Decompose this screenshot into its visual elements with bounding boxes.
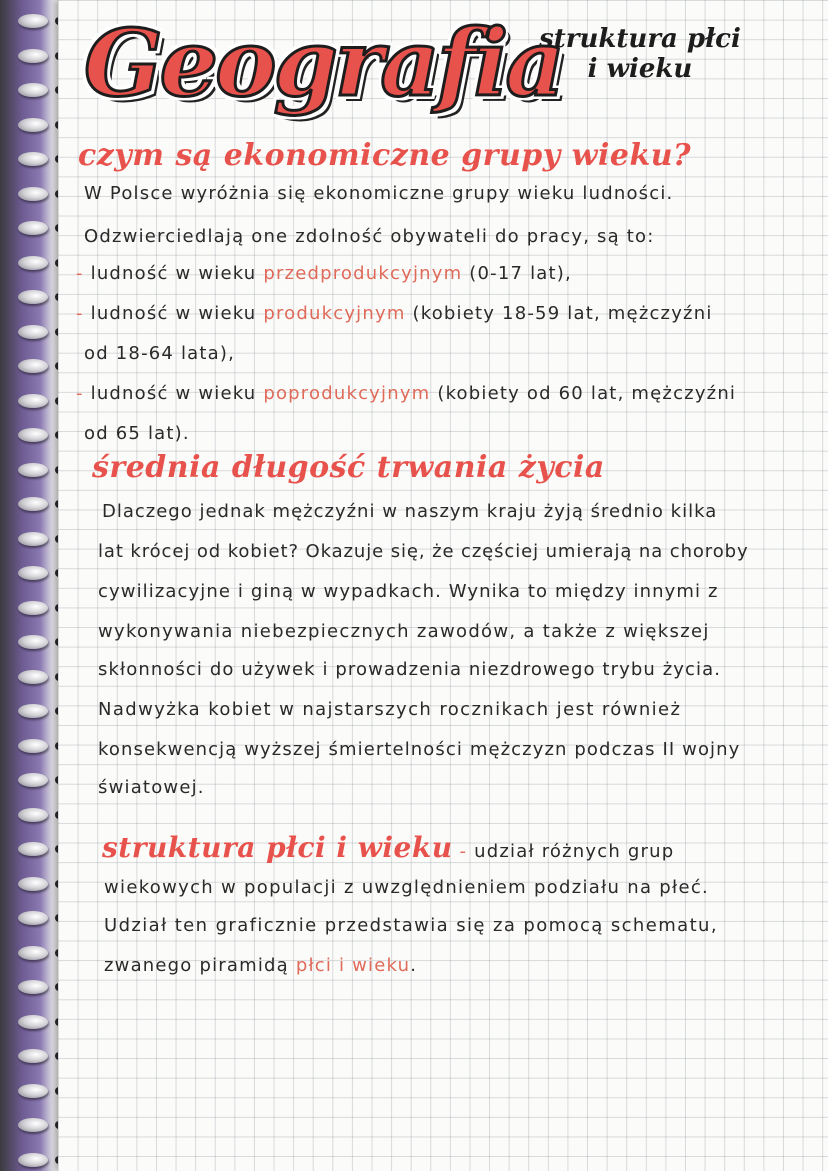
spiral-ring xyxy=(18,394,48,408)
definition-line-4 xyxy=(104,954,417,978)
intro-line-1: W Polsce wyróżnia się ekonomiczne grupy wieku ludności. xyxy=(84,183,674,204)
list-item-text: ludność w wieku xyxy=(90,383,264,404)
list-item-productive xyxy=(76,302,713,326)
list-item-preproductive xyxy=(76,262,572,286)
list-item-text: (0-17 lat), xyxy=(462,263,572,284)
spiral-ring xyxy=(18,325,48,339)
spiral-ring xyxy=(18,256,48,270)
spiral-ring xyxy=(18,1153,48,1167)
subtitle-line-1: struktura płci xyxy=(539,24,741,54)
list-dash: - xyxy=(76,263,84,284)
list-item-text: (kobiety od 60 lat, mężczyźni xyxy=(430,383,737,404)
title-block xyxy=(84,8,563,136)
paragraph-line-5: skłonności do używek i prowadzenia niezdrowego trybu życia. xyxy=(98,659,722,680)
spiral-ring xyxy=(18,808,48,822)
spiral-ring xyxy=(18,1118,48,1132)
paragraph-line-2: lat krócej od kobiet? Okazuje się, że częściej umierają na choroby xyxy=(98,541,749,562)
spiral-ring xyxy=(18,877,48,891)
spiral-ring xyxy=(18,946,48,960)
list-item-text: ludność w wieku xyxy=(90,303,264,324)
list-item-postproductive xyxy=(76,382,736,406)
list-dash: - xyxy=(76,383,84,404)
spiral-ring xyxy=(18,49,48,63)
list-item-text: (kobiety 18-59 lat, mężczyźni xyxy=(405,303,713,324)
spiral-ring xyxy=(18,601,48,615)
spiral-ring xyxy=(18,1015,48,1029)
paragraph-line-6: Nadwyżka kobiet w najstarszych rocznikach jest również xyxy=(98,699,682,720)
spiral-ring xyxy=(18,842,48,856)
page-title: Geografia xyxy=(84,9,563,117)
section-heading-economic-groups: czym są ekonomiczne grupy wieku? xyxy=(78,138,692,173)
subtitle-line-2: i wieku xyxy=(587,54,693,84)
paragraph-line-1: Dlaczego jednak mężczyźni w naszym kraju żyją średnio kilka xyxy=(102,501,718,522)
page-subtitle xyxy=(510,24,770,84)
spiral-ring xyxy=(18,463,48,477)
paragraph-line-4: wykonywania niebezpiecznych zawodów, a także z większej xyxy=(98,621,710,642)
spiral-ring xyxy=(18,83,48,97)
term-highlight: produkcyjnym xyxy=(263,303,406,324)
spiral-ring xyxy=(18,773,48,787)
paragraph-line-3: cywilizacyjne i giną w wypadkach. Wynika to między innymi z xyxy=(98,581,719,602)
definition-line-3: Udział ten graficznie przedstawia się za pomocą schematu, xyxy=(104,915,718,936)
definition-line-1 xyxy=(102,830,674,870)
definition-separator: - xyxy=(452,841,475,862)
spiral-ring xyxy=(18,497,48,511)
list-item-productive-cont: od 18-64 lata), xyxy=(84,343,236,364)
notebook-binding xyxy=(0,0,58,1171)
spiral-ring xyxy=(18,290,48,304)
section-heading-structure: struktura płci i wieku xyxy=(102,831,453,864)
paragraph-line-8: światowej. xyxy=(98,777,205,798)
paragraph-line-7: konsekwencją wyższej śmiertelności mężczyzn podczas II wojny xyxy=(98,739,741,760)
definition-text: . xyxy=(410,955,418,976)
term-highlight: przedprodukcyjnym xyxy=(263,263,463,284)
definition-text: udział różnych grup xyxy=(474,841,675,862)
term-highlight: płci i wieku xyxy=(295,955,411,976)
spiral-ring xyxy=(18,911,48,925)
list-dash: - xyxy=(76,303,84,324)
spiral-ring xyxy=(18,14,48,28)
list-item-text: ludność w wieku xyxy=(90,263,264,284)
term-highlight: poprodukcyjnym xyxy=(263,383,431,404)
spiral-ring xyxy=(18,670,48,684)
intro-line-2: Odzwierciedlają one zdolność obywateli do pracy, są to: xyxy=(84,226,655,247)
spiral-ring xyxy=(18,118,48,132)
spiral-ring xyxy=(18,152,48,166)
spiral-ring xyxy=(18,739,48,753)
spiral-ring xyxy=(18,635,48,649)
spiral-ring xyxy=(18,532,48,546)
spiral-ring xyxy=(18,359,48,373)
spiral-ring xyxy=(18,1049,48,1063)
spiral-ring xyxy=(18,428,48,442)
spiral-ring xyxy=(18,1084,48,1098)
spiral-ring xyxy=(18,187,48,201)
definition-text: zwanego piramidą xyxy=(104,955,296,976)
spiral-ring xyxy=(18,566,48,580)
spiral-ring xyxy=(18,980,48,994)
definition-line-2: wiekowych w populacji z uwzględnieniem podziału na płeć. xyxy=(104,877,710,898)
spiral-ring xyxy=(18,221,48,235)
spiral-ring xyxy=(18,704,48,718)
list-item-postproductive-cont: od 65 lat). xyxy=(84,423,190,444)
section-heading-life-expectancy: średnia długość trwania życia xyxy=(92,450,605,485)
